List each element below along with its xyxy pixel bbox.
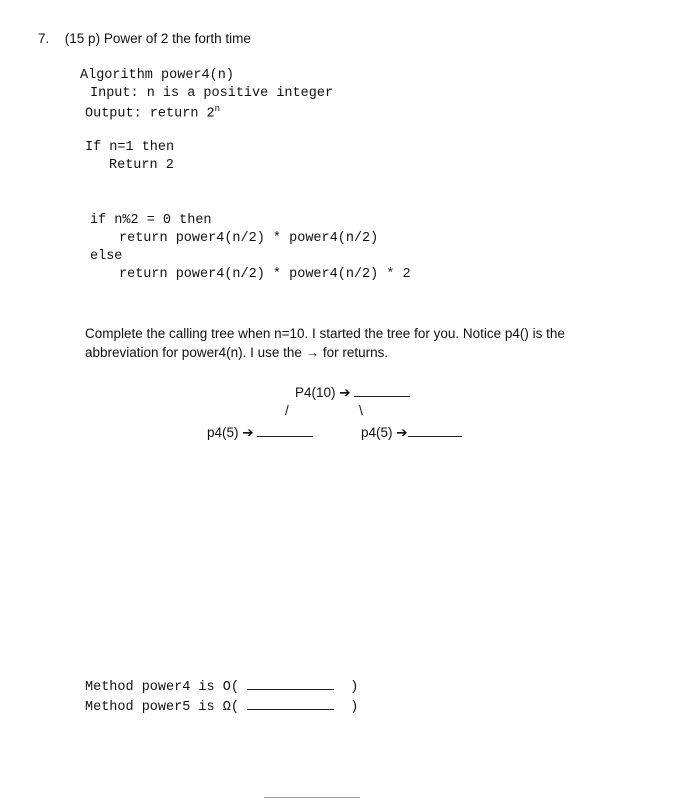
tree-root xyxy=(295,384,410,401)
algorithm-output-text: Output: return 2 xyxy=(85,106,215,122)
complexity-line-2 xyxy=(85,697,358,715)
close-paren-2: ) xyxy=(350,700,359,715)
arrow-icon: ➔ xyxy=(339,385,351,400)
tree-right-child-label: p4(5) xyxy=(361,425,393,440)
tree-left-child xyxy=(207,424,313,441)
omega-answer-blank[interactable] xyxy=(247,697,334,710)
algorithm-output-exponent: n xyxy=(214,104,221,114)
arrow-icon: ➔ xyxy=(242,425,254,440)
question-number: 7. xyxy=(38,31,50,46)
page-bottom-rule xyxy=(264,797,360,798)
instructions-line-1: Complete the calling tree when n=10. I started the tree for you. Notice p4() is the xyxy=(85,326,565,341)
algorithm-input: Input: n is a positive integer xyxy=(90,86,334,101)
complexity-big-o-label: Method power4 is O( xyxy=(85,680,239,695)
close-paren-1: ) xyxy=(350,680,359,695)
big-o-answer-blank[interactable] xyxy=(247,677,334,690)
tree-root-answer-blank[interactable] xyxy=(354,384,410,397)
base-case-return: Return 2 xyxy=(109,158,174,173)
tree-right-answer-blank[interactable] xyxy=(408,424,462,437)
algorithm-header: Algorithm power4(n) xyxy=(80,68,234,83)
arrow-icon: ➔ xyxy=(396,425,408,440)
tree-root-label: P4(10) xyxy=(295,385,336,400)
tree-left-child-label: p4(5) xyxy=(207,425,239,440)
even-return: return power4(n/2) * power4(n/2) xyxy=(119,231,379,246)
odd-return: return power4(n/2) * power4(n/2) * 2 xyxy=(119,267,411,282)
question-title: (15 p) Power of 2 the forth time xyxy=(64,31,251,46)
algorithm-output xyxy=(85,104,220,122)
complexity-line-1 xyxy=(85,677,358,695)
tree-left-branch: / xyxy=(285,403,289,418)
tree-right-branch: \ xyxy=(359,403,363,418)
complexity-omega-label: Method power5 is Ω( xyxy=(85,700,239,715)
tree-right-child xyxy=(361,424,462,441)
question-heading xyxy=(38,31,251,46)
instructions-line-2: abbreviation for power4(n). I use the → for returns. xyxy=(85,345,389,360)
tree-left-answer-blank[interactable] xyxy=(257,424,313,437)
base-case-if: If n=1 then xyxy=(85,140,175,155)
else-keyword: else xyxy=(90,249,123,264)
even-if: if n%2 = 0 then xyxy=(90,213,212,228)
